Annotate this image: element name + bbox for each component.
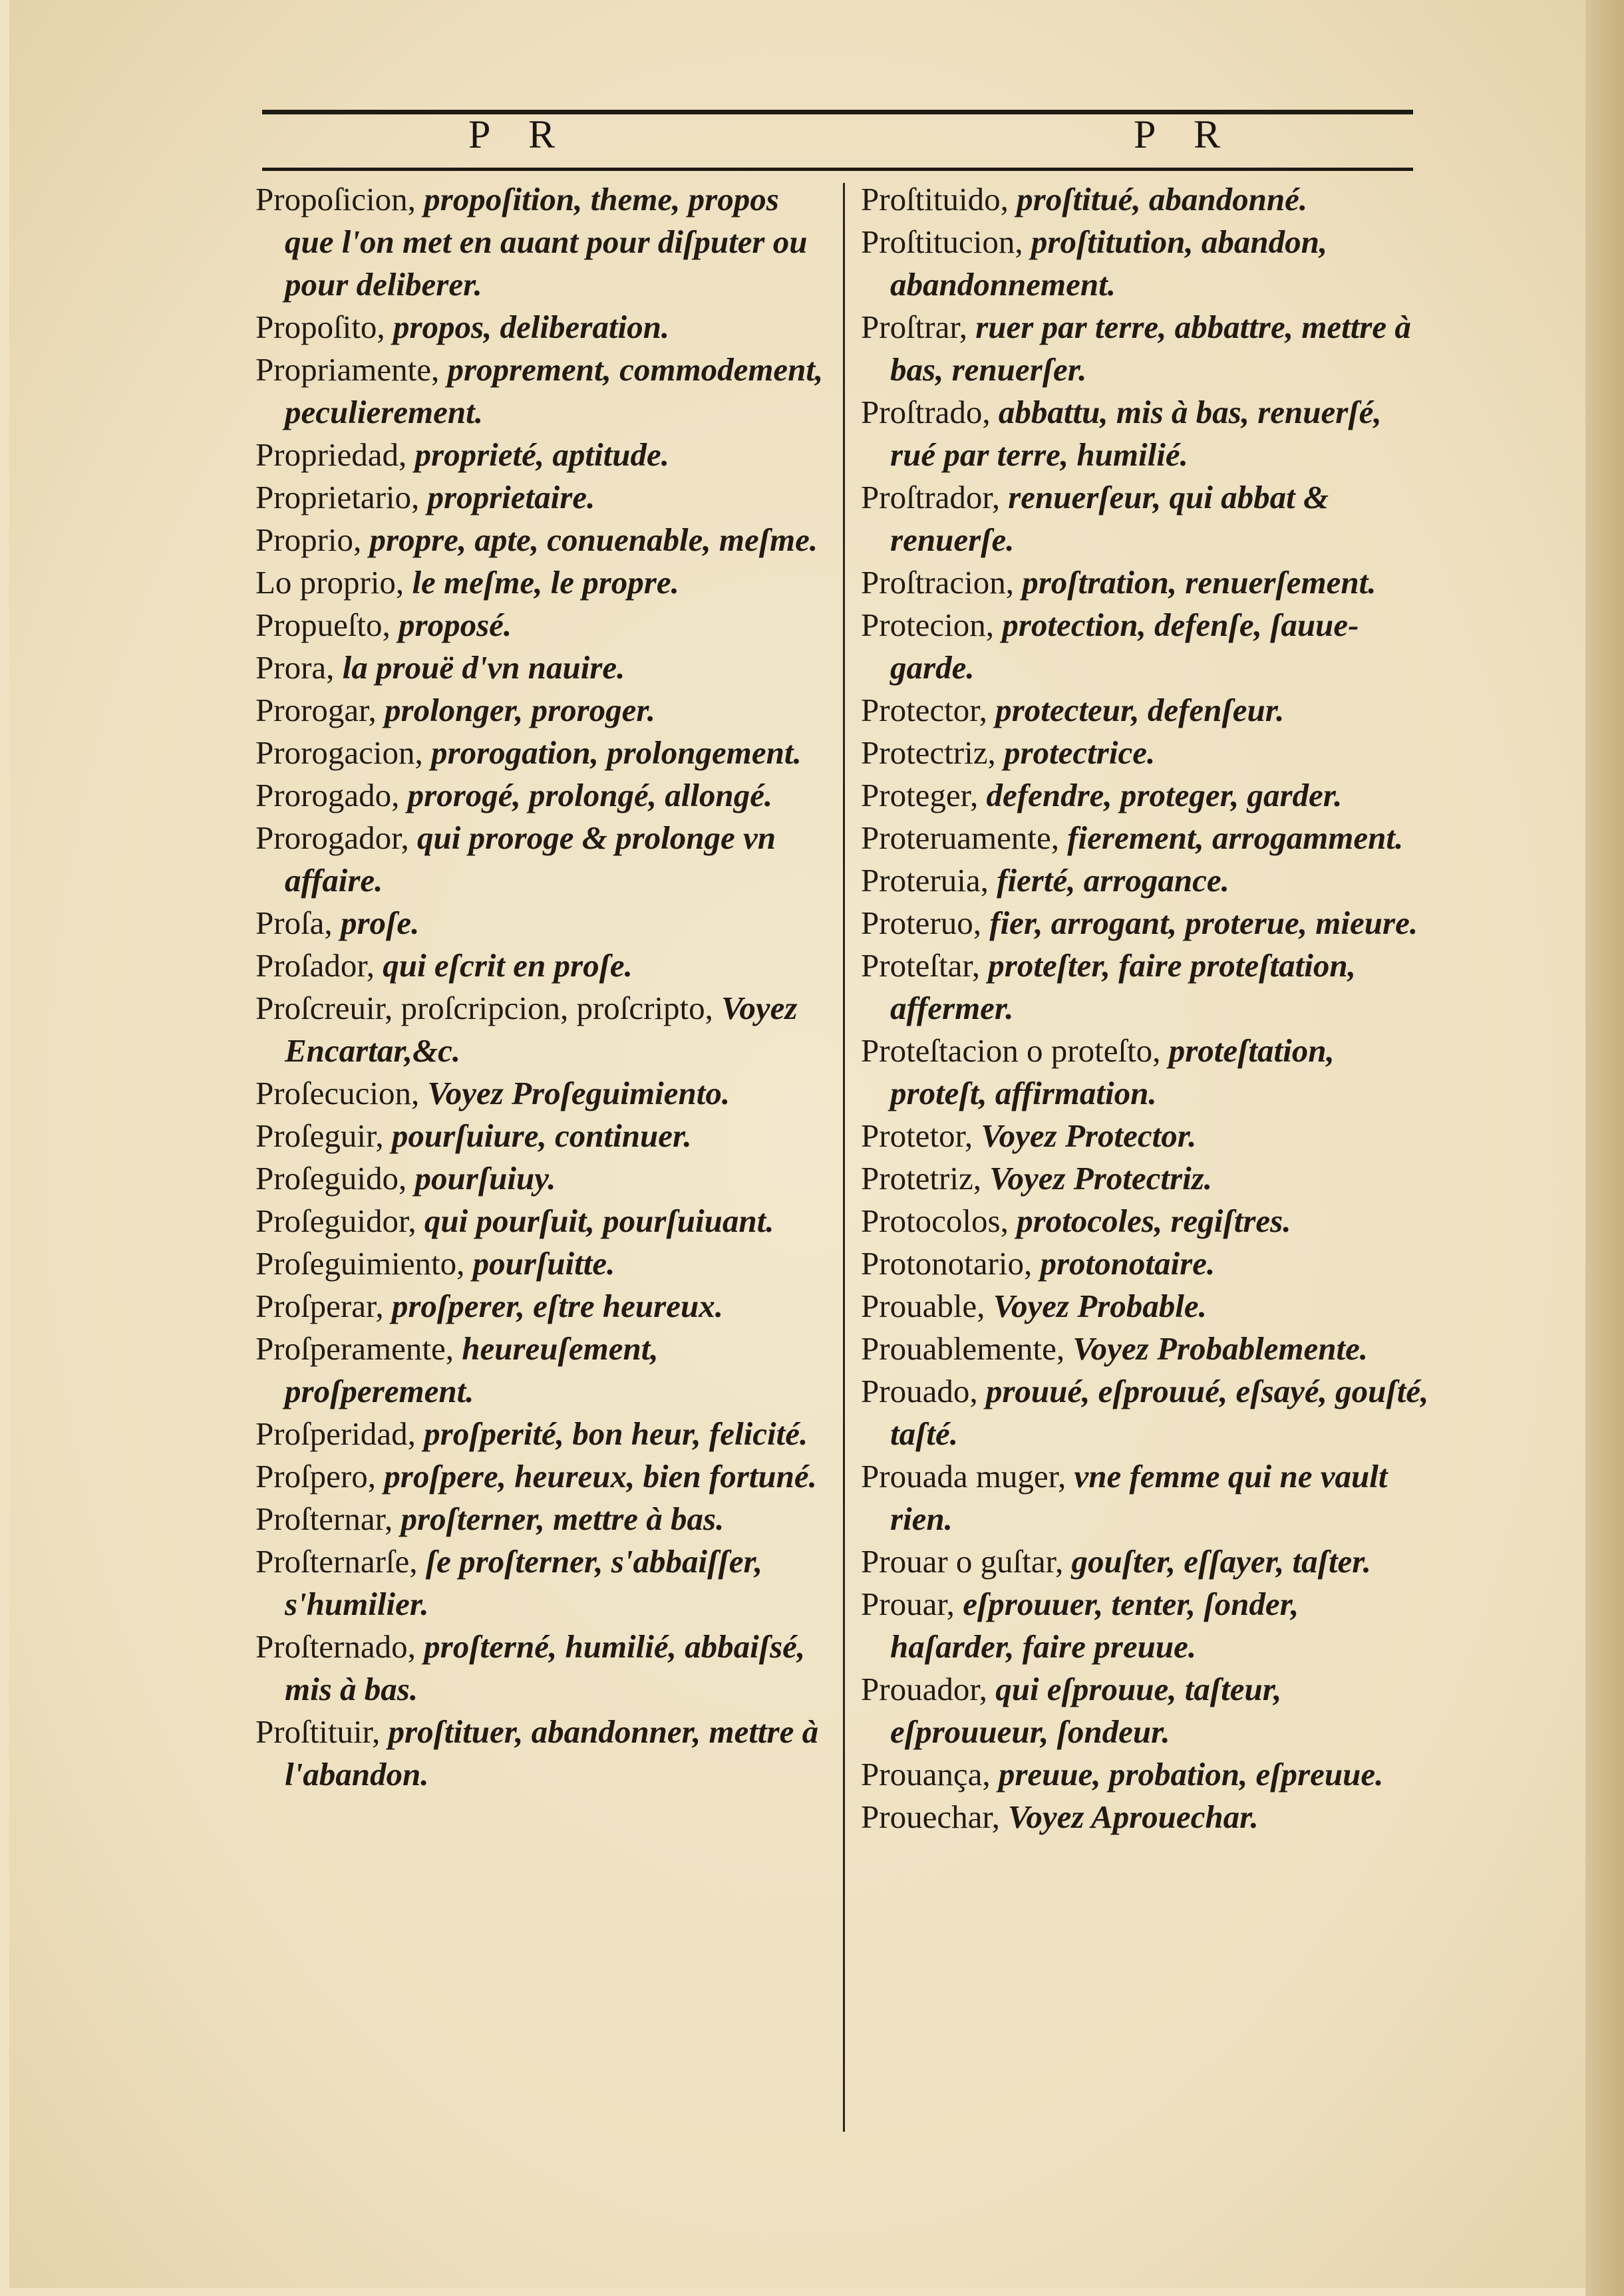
headword: Proteruia, [861, 862, 989, 899]
definition: Voyez Protector. [981, 1117, 1197, 1154]
definition: proſtitué, abandonné. [1017, 181, 1308, 217]
definition: propoſition, theme, propos que l'on met en auant pour diſputer ou pour deliberer. [285, 181, 808, 303]
dictionary-entry [861, 1370, 1430, 1455]
dictionary-entry [255, 519, 824, 561]
definition: preuue, probation, eſpreuue. [998, 1756, 1384, 1793]
column-divider [843, 183, 845, 2132]
definition: pourſuiure, continuer. [391, 1117, 692, 1154]
definition: fierement, arrogamment. [1067, 819, 1404, 856]
dictionary-entry [255, 987, 824, 1072]
headword: Proſperidad, [255, 1415, 416, 1452]
dictionary-entry [255, 1200, 824, 1242]
definition: Voyez Probablemente. [1072, 1330, 1369, 1367]
headword: Protectriz, [861, 734, 996, 771]
dictionary-entry [255, 1540, 824, 1626]
headword: Proſtrado, [861, 394, 991, 430]
headword: Proteruo, [861, 905, 981, 941]
definition: proprement, commodement, peculierement. [285, 351, 824, 430]
dictionary-entry [861, 1200, 1430, 1242]
dictionary-entry [861, 604, 1430, 689]
headword: Proſtrador, [861, 479, 1000, 515]
definition: ruer par terre, abbattre, mettre à bas, renuerſer. [890, 309, 1411, 388]
definition: proſterné, humilié, abbaiſsé, mis à bas. [285, 1628, 806, 1707]
headword: Proſecucion, [255, 1075, 420, 1111]
running-head-left: P R [468, 112, 570, 156]
definition: proſe. [340, 905, 420, 941]
definition: prouué, eſprouué, eſsayé, gouſté, taſté. [890, 1373, 1429, 1452]
headword: Proſtituir, [255, 1713, 381, 1750]
headword: Protector, [861, 692, 987, 728]
headword: Prouechar, [861, 1798, 1000, 1835]
left-column [255, 178, 824, 1796]
definition: eſprouuer, tenter, ſonder, haſarder, faire preuue. [890, 1586, 1299, 1665]
dictionary-entry [861, 732, 1430, 774]
dictionary-entry [255, 774, 824, 817]
definition: gouſter, eſſayer, taſter. [1071, 1543, 1371, 1580]
dictionary-entry [861, 1583, 1430, 1668]
headword: Proſpero, [255, 1458, 376, 1495]
headword: Propoſito, [255, 309, 385, 345]
dictionary-entry [861, 1540, 1430, 1583]
headword: Propoſicion, [255, 181, 416, 217]
headword: Protetriz, [861, 1160, 981, 1197]
dictionary-entry [255, 476, 824, 519]
dictionary-entry [255, 944, 824, 987]
dictionary-entry [255, 1413, 824, 1455]
definition: ſe proſterner, s'abbaiſſer, s'humilier. [285, 1543, 763, 1622]
dictionary-entry [861, 178, 1430, 221]
headword: Protetor, [861, 1117, 973, 1154]
definition: proteſtation, proteſt, affirmation. [890, 1032, 1335, 1111]
headword: Protocolos, [861, 1203, 1009, 1239]
dictionary-entry [255, 561, 824, 604]
dictionary-entry [861, 774, 1430, 817]
headword: Prouador, [861, 1671, 987, 1707]
dictionary-entry [861, 1328, 1430, 1370]
headword: Prouada muger, [861, 1458, 1066, 1495]
definition: propos, deliberation. [393, 309, 670, 345]
headword: Propriedad, [255, 436, 407, 473]
definition: proſperer, eſtre heureux. [391, 1288, 723, 1324]
definition: proſtitution, abandon, abandonnement. [890, 223, 1328, 303]
headword: Proſtrar, [861, 309, 967, 345]
dictionary-entry [861, 391, 1430, 476]
dictionary-entry [861, 689, 1430, 732]
dictionary-entry [255, 1626, 824, 1711]
headword: Protonotario, [861, 1245, 1033, 1282]
headword: Prorogar, [255, 692, 377, 728]
headword: Proteger, [861, 777, 979, 813]
definition: prorogé, prolongé, allongé. [407, 777, 773, 813]
headword: Prouable, [861, 1288, 985, 1324]
definition: qui eſprouue, taſteur, eſprouueur, ſondeur. [890, 1671, 1282, 1750]
header-rule-bottom [262, 168, 1413, 171]
dictionary-entry [255, 902, 824, 944]
definition: proſterner, mettre à bas. [401, 1501, 725, 1537]
dictionary-entry [861, 561, 1430, 604]
definition: proprieté, aptitude. [414, 436, 669, 473]
dictionary-entry [861, 1796, 1430, 1838]
definition: proprietaire. [427, 479, 595, 515]
dictionary-entry [861, 221, 1430, 306]
definition: renuerſeur, qui abbat & renuerſe. [890, 479, 1329, 558]
headword: Proſeguidor, [255, 1203, 416, 1239]
headword: Prouado, [861, 1373, 978, 1409]
dictionary-entry [861, 476, 1430, 561]
definition: le meſme, le propre. [412, 564, 679, 601]
dictionary-entry [255, 817, 824, 902]
dictionary-entry [255, 1157, 824, 1200]
definition: Voyez Probable. [993, 1288, 1207, 1324]
headword: Propueſto, [255, 607, 391, 643]
dictionary-entry [255, 1242, 824, 1285]
definition: proſpere, heureux, bien fortuné. [384, 1458, 817, 1495]
headword: Proſperamente, [255, 1330, 454, 1367]
definition: Voyez Proſeguimiento. [427, 1075, 731, 1111]
headword: Propriamente, [255, 351, 440, 388]
dictionary-entry [861, 1455, 1430, 1540]
headword: Proſeguir, [255, 1117, 384, 1154]
definition: fierté, arrogance. [997, 862, 1229, 899]
definition: Voyez Aprouechar. [1008, 1798, 1259, 1835]
dictionary-entry [255, 434, 824, 476]
dictionary-entry [861, 859, 1430, 902]
definition: proposé. [399, 607, 512, 643]
definition: proſtituer, abandonner, mettre à l'abandon. [285, 1713, 819, 1793]
header-rule-top [262, 110, 1413, 114]
dictionary-entry [861, 1242, 1430, 1285]
headword: Proprietario, [255, 479, 420, 515]
definition: pourſuiuy. [414, 1160, 556, 1197]
definition: proteſter, faire proteſtation, affermer. [890, 947, 1356, 1026]
headword: Prora, [255, 649, 335, 686]
definition: abbattu, mis à bas, renuerſé, rué par terre, humilié. [890, 394, 1382, 473]
dictionary-entry [255, 1711, 824, 1796]
dictionary-entry [255, 689, 824, 732]
definition: qui proroge & prolonge vn affaire. [285, 819, 776, 899]
dictionary-entry [255, 1072, 824, 1115]
headword: Proteſtar, [861, 947, 981, 984]
headword: Prouança, [861, 1756, 991, 1793]
headword: Protecion, [861, 607, 995, 643]
headword: Proprio, [255, 521, 362, 558]
definition: vne femme qui ne vault rien. [890, 1458, 1388, 1537]
definition: propre, apte, conuenable, meſme. [369, 521, 818, 558]
dictionary-entry [255, 1328, 824, 1413]
definition: fier, arrogant, proterue, mieure. [989, 905, 1418, 941]
definition: protecteur, defenſeur. [995, 692, 1285, 728]
dictionary-entry [861, 1157, 1430, 1200]
dictionary-entry [255, 1498, 824, 1540]
definition: la prouë d'vn nauire. [342, 649, 625, 686]
headword: Prouar o guſtar, [861, 1543, 1064, 1580]
headword: Prouar, [861, 1586, 955, 1622]
definition: protocoles, regiſtres. [1017, 1203, 1291, 1239]
definition: proſperité, bon heur, felicité. [424, 1415, 808, 1452]
dictionary-entry [255, 1115, 824, 1157]
dictionary-entry [861, 1285, 1430, 1328]
dictionary-entry [861, 306, 1430, 391]
dictionary-entry [255, 306, 824, 349]
definition: Voyez Encartar,&c. [285, 990, 798, 1069]
headword: Prorogador, [255, 819, 409, 856]
headword: Proſtitucion, [861, 223, 1023, 260]
dictionary-entry [861, 1753, 1430, 1796]
page-edge [1585, 0, 1624, 2296]
definition: Voyez Protectriz. [989, 1160, 1213, 1197]
headword: Proſternarſe, [255, 1543, 418, 1580]
page [9, 0, 1593, 2288]
headword: Proſeguido, [255, 1160, 407, 1197]
definition: defendre, proteger, garder. [986, 777, 1343, 813]
headword: Proſperar, [255, 1288, 384, 1324]
definition: qui pourſuit, pourſuiuant. [424, 1203, 774, 1239]
headword: Proſcreuir, proſcripcion, proſcripto, [255, 990, 713, 1026]
definition: heureuſement, proſperement. [285, 1330, 659, 1409]
dictionary-entry [861, 817, 1430, 859]
dictionary-entry [255, 604, 824, 646]
definition: prolonger, proroger. [385, 692, 656, 728]
headword: Prorogado, [255, 777, 400, 813]
dictionary-entry [255, 178, 824, 306]
headword: Proteſtacion o proteſto, [861, 1032, 1161, 1069]
dictionary-entry [861, 1030, 1430, 1115]
headword: Proteruamente, [861, 819, 1059, 856]
definition: prorogation, prolongement. [431, 734, 802, 771]
definition: pourſuitte. [472, 1245, 615, 1282]
headword: Proſador, [255, 947, 375, 984]
dictionary-entry [255, 1455, 824, 1498]
dictionary-entry [861, 944, 1430, 1030]
headword: Prorogacion, [255, 734, 423, 771]
dictionary-entry [255, 349, 824, 434]
headword: Proſtracion, [861, 564, 1014, 601]
definition: protonotaire. [1040, 1245, 1216, 1282]
headword: Proſternar, [255, 1501, 393, 1537]
dictionary-entry [255, 732, 824, 774]
headword: Proſternado, [255, 1628, 416, 1665]
right-column [861, 178, 1430, 1838]
headword: Proſtituido, [861, 181, 1009, 217]
dictionary-entry [861, 1668, 1430, 1753]
dictionary-entry [255, 1285, 824, 1328]
running-head-right: P R [1134, 112, 1235, 156]
dictionary-entry [861, 1115, 1430, 1157]
definition: qui eſcrit en proſe. [383, 947, 633, 984]
headword: Lo proprio, [255, 564, 405, 601]
dictionary-entry [255, 646, 824, 689]
definition: protection, defenſe, ſauue-garde. [890, 607, 1359, 686]
definition: protectrice. [1003, 734, 1156, 771]
headword: Prouablemente, [861, 1330, 1065, 1367]
headword: Proſa, [255, 905, 333, 941]
dictionary-entry [861, 902, 1430, 944]
definition: proſtration, renuerſement. [1022, 564, 1377, 601]
headword: Proſeguimiento, [255, 1245, 465, 1282]
